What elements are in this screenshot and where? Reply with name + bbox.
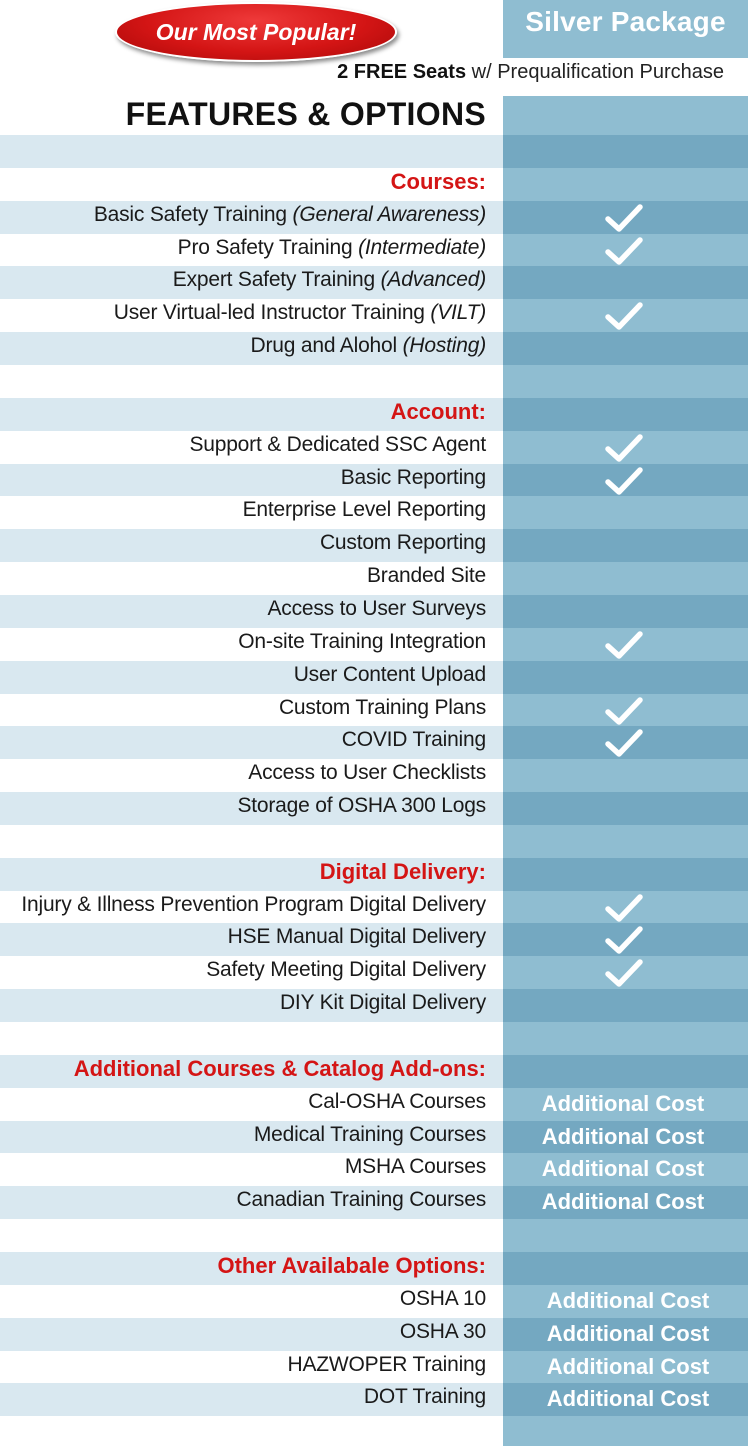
row-value-bg [503, 1219, 748, 1252]
row-value-bg [503, 825, 748, 858]
feature-row [0, 1088, 748, 1121]
feature-row [0, 694, 748, 727]
check-icon [605, 729, 643, 757]
spacer-row [0, 1219, 748, 1252]
row-value-bg [503, 1252, 748, 1285]
row-value-bg [503, 1022, 748, 1055]
feature-note: (VILT) [430, 301, 486, 325]
feature-label [173, 268, 486, 292]
row-value-bg [503, 989, 748, 1022]
page-title: FEATURES & OPTIONS [125, 96, 486, 132]
row-value-bg [503, 759, 748, 792]
feature-label [364, 1385, 486, 1409]
feature-name: Drug and Alohol [250, 334, 403, 358]
feature-label [279, 696, 486, 720]
row-label-bg [0, 1219, 503, 1252]
check-icon [605, 434, 643, 462]
feature-label [238, 630, 486, 654]
feature-name: Canadian Training Courses [236, 1188, 486, 1212]
feature-label [248, 761, 486, 785]
feature-name: MSHA Courses [344, 1155, 486, 1179]
spacer-row [0, 1022, 748, 1055]
section-header: Digital Delivery: [319, 858, 486, 884]
feature-row [0, 1318, 748, 1351]
row-value-bg [503, 266, 748, 299]
row-value-bg [503, 135, 748, 168]
feature-note: (General Awareness) [292, 202, 486, 226]
feature-name: Basic Reporting [340, 465, 486, 489]
additional-cost-label: Additional Cost [541, 1123, 705, 1149]
check-icon [605, 237, 643, 265]
row-value-bg [503, 792, 748, 825]
section-header: Other Availabale Options: [217, 1252, 486, 1278]
section-header: Courses: [390, 168, 486, 194]
row-value-bg [503, 398, 748, 431]
check-icon [605, 631, 643, 659]
subtitle [337, 61, 724, 84]
feature-label [206, 958, 486, 982]
row-value-bg [503, 332, 748, 365]
row-value-bg [503, 595, 748, 628]
check-icon [605, 894, 643, 922]
row-value-bg [503, 1055, 748, 1088]
spacer-row [0, 825, 748, 858]
feature-row [0, 464, 748, 497]
check-icon [605, 467, 643, 495]
feature-row [0, 989, 748, 1022]
feature-label [345, 1155, 486, 1179]
check-icon [605, 204, 643, 232]
additional-cost-label: Additional Cost [546, 1287, 710, 1313]
feature-row [0, 595, 748, 628]
feature-row [0, 431, 748, 464]
row-value-bg [503, 661, 748, 694]
feature-label [254, 1123, 486, 1147]
additional-cost-label: Additional Cost [546, 1386, 710, 1412]
check-icon [605, 302, 643, 330]
feature-name: HSE Manual Digital Delivery [227, 925, 486, 949]
row-value-bg [503, 168, 748, 201]
additional-cost-label: Additional Cost [541, 1156, 705, 1182]
feature-row [0, 266, 748, 299]
feature-label [251, 334, 486, 358]
feature-label [228, 925, 486, 949]
feature-name: User Virtual-led Instructor Training [113, 301, 431, 325]
subtitle-rest: w/ Prequalification Purchase [466, 61, 724, 83]
feature-label [342, 728, 486, 752]
feature-row [0, 299, 748, 332]
feature-row [0, 529, 748, 562]
feature-label [288, 1353, 486, 1377]
feature-name: Custom Reporting [319, 531, 486, 555]
feature-name: Access to User Checklists [248, 761, 486, 785]
feature-label [94, 203, 486, 227]
row-value-bg [503, 496, 748, 529]
feature-label [237, 794, 486, 818]
feature-name: OSHA 10 [399, 1286, 486, 1310]
feature-row [0, 726, 748, 759]
section-header: Additional Courses & Catalog Add-ons: [73, 1055, 486, 1081]
feature-note: (Advanced) [380, 268, 486, 292]
feature-label [320, 531, 486, 555]
feature-row [0, 1285, 748, 1318]
feature-row [0, 1351, 748, 1384]
feature-row [0, 201, 748, 234]
feature-label [367, 564, 486, 588]
feature-label [400, 1287, 486, 1311]
section-header: Account: [390, 398, 486, 424]
feature-name: Pro Safety Training [177, 235, 359, 259]
feature-row [0, 562, 748, 595]
feature-row [0, 956, 748, 989]
feature-label [280, 991, 486, 1015]
feature-name: Basic Safety Training [93, 202, 293, 226]
feature-row [0, 1121, 748, 1154]
feature-name: OSHA 30 [399, 1319, 486, 1343]
feature-row [0, 1153, 748, 1186]
feature-name: Support & Dedicated SSC Agent [189, 432, 486, 456]
feature-row [0, 332, 748, 365]
badge-text: Our Most Popular! [155, 18, 357, 45]
section-header-row [0, 1055, 748, 1088]
row-label-bg [0, 365, 503, 398]
feature-note: (Intermediate) [358, 235, 486, 259]
feature-name: Access to User Surveys [267, 596, 486, 620]
row-value-bg [503, 529, 748, 562]
additional-cost-label: Additional Cost [541, 1090, 705, 1116]
section-header-row [0, 168, 748, 201]
package-title: Silver Package [525, 6, 726, 37]
feature-row [0, 923, 748, 956]
feature-row [0, 759, 748, 792]
feature-name: Safety Meeting Digital Delivery [206, 958, 486, 982]
feature-name: Branded Site [366, 564, 486, 587]
row-label-bg [0, 135, 503, 168]
feature-label [268, 597, 487, 621]
feature-name: Cal-OSHA Courses [308, 1089, 486, 1113]
feature-name: Storage of OSHA 300 Logs [237, 794, 486, 817]
feature-name: HAZWOPER Training [287, 1352, 486, 1376]
feature-name: Expert Safety Training [172, 268, 381, 292]
feature-name: Custom Training Plans [278, 695, 486, 719]
section-header-row [0, 858, 748, 891]
feature-label [189, 433, 486, 457]
additional-cost-label: Additional Cost [546, 1320, 710, 1346]
feature-row [0, 891, 748, 924]
spacer-row [0, 135, 748, 168]
feature-label [341, 466, 486, 490]
section-header-row [0, 398, 748, 431]
feature-label [237, 1188, 486, 1212]
feature-row [0, 234, 748, 267]
feature-row [0, 496, 748, 529]
feature-name: DIY Kit Digital Delivery [279, 991, 486, 1015]
feature-label [178, 236, 486, 260]
feature-row [0, 661, 748, 694]
feature-name: COVID Training [341, 728, 486, 752]
feature-name: Injury & Illness Prevention Program Digital Delivery [21, 892, 486, 916]
feature-row [0, 1186, 748, 1219]
spacer-row [0, 365, 748, 398]
feature-note: (Hosting) [402, 334, 486, 358]
feature-label [21, 893, 486, 917]
feature-label [400, 1320, 486, 1344]
row-label-bg [0, 1022, 503, 1055]
section-header-row [0, 1252, 748, 1285]
feature-name: Enterprise Level Reporting [242, 498, 486, 522]
feature-label [294, 663, 486, 687]
check-icon [605, 926, 643, 954]
feature-row [0, 792, 748, 825]
most-popular-badge [115, 2, 397, 62]
feature-name: DOT Training [363, 1385, 486, 1409]
feature-label [114, 301, 486, 325]
feature-name: On-site Training Integration [238, 629, 486, 653]
feature-label [243, 498, 486, 522]
feature-label [308, 1090, 486, 1114]
feature-row [0, 1383, 748, 1416]
subtitle-bold: 2 FREE Seats [337, 61, 467, 83]
check-icon [605, 697, 643, 725]
additional-cost-label: Additional Cost [546, 1353, 710, 1379]
row-label-bg [0, 825, 503, 858]
row-value-bg [503, 365, 748, 398]
row-value-bg [503, 858, 748, 891]
additional-cost-label: Additional Cost [541, 1189, 705, 1215]
feature-name: User Content Upload [293, 662, 486, 686]
row-value-bg [503, 562, 748, 595]
feature-name: Medical Training Courses [253, 1122, 486, 1146]
check-icon [605, 959, 643, 987]
feature-row [0, 628, 748, 661]
